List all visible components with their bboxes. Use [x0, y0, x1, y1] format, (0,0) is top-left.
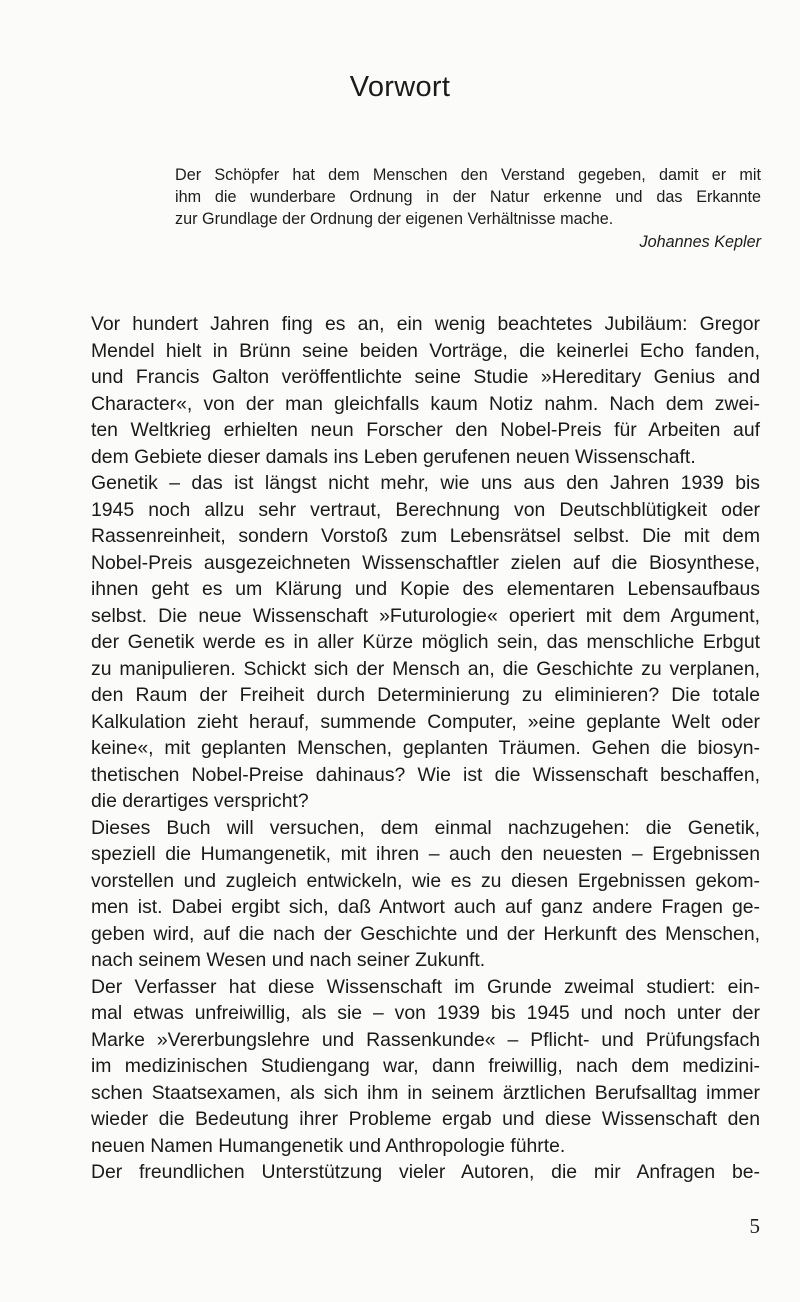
- body-line: nach seinem Wesen und nach seiner Zukunft.: [91, 949, 486, 971]
- body-line: speziell die Humangenetik, mit ihren – auch den neuesten – Ergebnissen: [91, 843, 760, 865]
- body-line: ihnen geht es um Klärung und Kopie des elementaren Lebensaufbaus: [91, 578, 760, 600]
- body-line: ten Weltkrieg erhielten neun Forscher den Nobel-Preis für Arbeiten auf: [91, 419, 760, 441]
- body-line: schen Staatsexamen, als sich ihm in seinem ärztlichen Berufsalltag immer: [91, 1081, 760, 1104]
- body-line: Der freundlichen Unterstützung vieler Autoren, die mir Anfragen be-: [91, 1161, 760, 1183]
- body-line: wieder die Bedeutung ihrer Probleme ergab und diese Wissenschaft den: [91, 1108, 760, 1130]
- body-line: mal etwas unfreiwillig, als sie – von 1939 bis 1945 und noch unter der: [91, 1002, 760, 1024]
- body-line: zu manipulieren. Schickt sich der Mensch an, die Geschichte zu verplanen,: [91, 657, 760, 680]
- body-line: Vor hundert Jahren fing es an, ein wenig beachtetes Jubiläum: Gregor: [91, 313, 760, 335]
- epigraph-author: Johannes Kepler: [639, 233, 761, 251]
- epigraph-line: zur Grundlage der Ordnung der eigenen Verhältnisse mache.: [175, 210, 614, 228]
- body-line: die derartiges verspricht?: [91, 790, 309, 812]
- body-line: keine«, mit geplanten Menschen, geplanten Träumen. Gehen die biosyn-: [91, 737, 760, 759]
- body-line: den Raum der Freiheit durch Determinierung zu eliminieren? Die totale: [91, 684, 760, 706]
- body-line: neuen Namen Humangenetik und Anthropologie führte.: [91, 1134, 566, 1157]
- body-line: der Genetik werde es in aller Kürze möglich sein, das menschliche Erbgut: [91, 631, 760, 653]
- body-line: vorstellen und zugleich entwickeln, wie es zu diesen Ergebnissen gekom-: [91, 869, 760, 892]
- body-line: men ist. Dabei ergibt sich, daß Antwort auch auf ganz andere Fragen ge-: [91, 896, 760, 918]
- page-title: Vorwort: [349, 71, 451, 103]
- body-line: dem Gebiete dieser damals ins Leben gerufenen neuen Wissenschaft.: [91, 445, 696, 468]
- body-line: Character«, von der man gleichfalls kaum Notiz nahm. Nach dem zwei-: [91, 392, 760, 415]
- body-text: [91, 311, 760, 1186]
- body-line: Nobel-Preis ausgezeichneten Wissenschaftler zielen auf die Biosynthese,: [91, 551, 760, 574]
- body-line: selbst. Die neue Wissenschaft »Futurologie« operiert mit dem Argument,: [91, 604, 760, 627]
- body-line: Rassenreinheit, sondern Vorstoß zum Lebensrätsel selbst. Die mit dem: [91, 525, 760, 547]
- body-line: Mendel hielt in Brünn seine beiden Vorträge, die keinerlei Echo fanden,: [91, 339, 760, 362]
- body-line: im medizinischen Studiengang war, dann freiwillig, nach dem medizini-: [91, 1055, 760, 1077]
- body-line: Kalkulation zieht herauf, summende Computer, »eine geplante Welt oder: [91, 710, 760, 733]
- epigraph-line: Der Schöpfer hat dem Menschen den Verstand gegeben, damit er mit: [175, 166, 761, 184]
- page-number: 5: [749, 1214, 760, 1238]
- epigraph-line: ihm die wunderbare Ordnung in der Natur erkenne und das Erkannte: [175, 188, 761, 206]
- body-line: thetischen Nobel-Preise dahinaus? Wie ist die Wissenschaft beschaffen,: [91, 763, 760, 786]
- body-line: und Francis Galton veröffentlichte seine Studie »Hereditary Genius and: [91, 366, 760, 388]
- epigraph: [175, 164, 761, 253]
- body-line: geben wird, auf die nach der Geschichte und der Herkunft des Menschen,: [91, 922, 760, 945]
- body-line: Der Verfasser hat diese Wissenschaft im Grunde zweimal studiert: ein-: [91, 975, 760, 998]
- body-line: Marke »Vererbungslehre und Rassenkunde« – Pflicht- und Prüfungsfach: [91, 1028, 760, 1051]
- body-line: Dieses Buch will versuchen, dem einmal nachzugehen: die Genetik,: [91, 816, 760, 839]
- body-line: Genetik – das ist längst nicht mehr, wie uns aus den Jahren 1939 bis: [91, 472, 760, 494]
- body-line: 1945 noch allzu sehr vertraut, Berechnung von Deutschblütigkeit oder: [91, 498, 760, 521]
